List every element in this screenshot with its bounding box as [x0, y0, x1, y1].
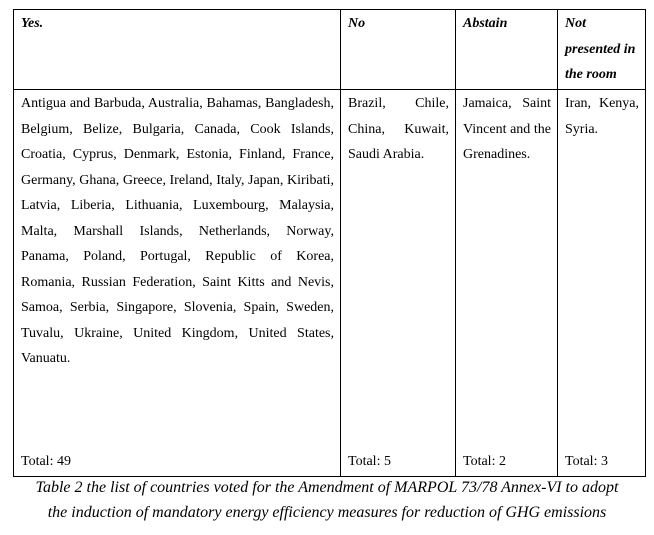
caption-line-2: the induction of mandatory energy efficiency measures for reduction of GHG emissions — [47, 504, 607, 521]
yes-total: Total: 49 — [21, 454, 71, 469]
cell-not-presented — [558, 90, 646, 477]
abstain-countries: Jamaica, Saint Vincent and the Grenadines. — [463, 96, 551, 162]
yes-countries: Antigua and Barbuda, Australia, Bahamas, Bangladesh, Belgium, Belize, Bulgaria, Canada, Cook Islands, Croatia, Cyprus, Denmark, Estonia, Finland, France, Germany, Ghana, Greece, Ireland, Italy, Japan, Kiribati, Latvia, Liberia, Lithuania, Luxembourg, Malaysia, Malta, Marshall Islands, Netherlands, Norway, Panama, Poland, Portugal, Republic of Korea, Romania, Russian Federation, Saint Kitts and Nevis, Samoa, Serbia, Singapore, Slovenia, Spain, Sweden, Tuvalu, Ukraine, United Kingdom, United States, Vanuatu. — [21, 96, 334, 366]
vote-results-table — [13, 9, 646, 477]
header-not-presented: Not presented in the room — [558, 10, 646, 90]
countries-row — [14, 90, 646, 477]
table-caption — [0, 475, 654, 525]
abstain-total: Total: 2 — [463, 454, 506, 469]
not-presented-total: Total: 3 — [565, 454, 608, 469]
header-no: No — [341, 10, 456, 90]
no-total: Total: 5 — [348, 454, 391, 469]
cell-abstain — [456, 90, 558, 477]
header-yes: Yes. — [14, 10, 341, 90]
header-abstain: Abstain — [456, 10, 558, 90]
cell-yes — [14, 90, 341, 477]
not-presented-countries: Iran, Kenya, Syria. — [565, 96, 639, 137]
header-row — [14, 10, 646, 90]
no-countries: Brazil, Chile, China, Kuwait, Saudi Arabia. — [348, 96, 449, 162]
cell-no — [341, 90, 456, 477]
caption-line-1: Table 2 the list of countries voted for the Amendment of MARPOL 73/78 Annex-VI to adopt — [35, 479, 619, 496]
